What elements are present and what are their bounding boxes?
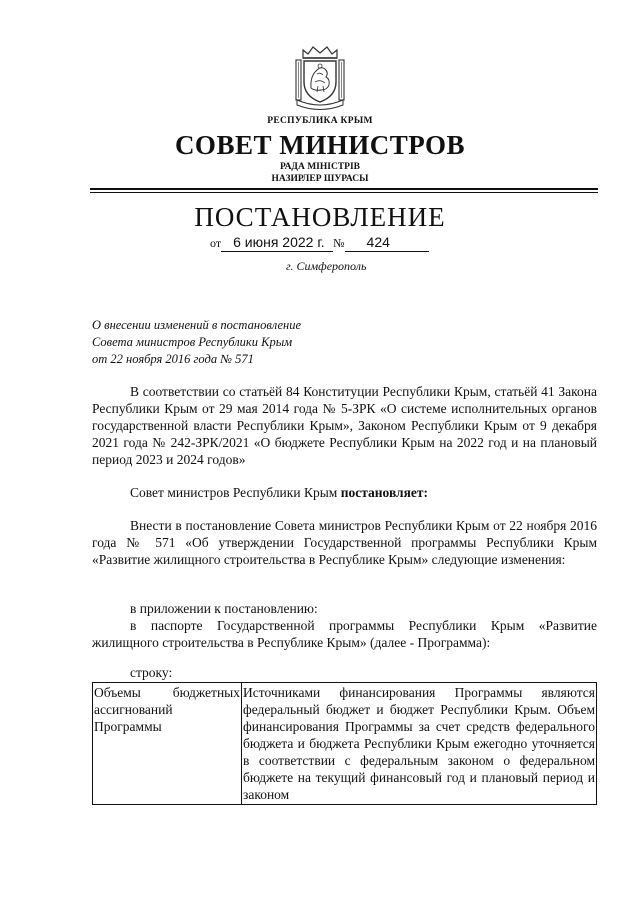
- crimea-coat-of-arms-icon: [293, 44, 347, 110]
- paragraph-amend: Внести в постановление Совета министров Республики Крым от 22 ноября 2016 года № 571 «Об утверждении Государственной программы Республики Крым «Развитие жилищного строительства в Республике Крым» следующие изменения:: [92, 518, 597, 567]
- table-cell-label: [93, 683, 242, 805]
- number-prefix: №: [333, 236, 345, 250]
- resolves-keyword: постановляет:: [340, 485, 429, 500]
- number-value: 424: [366, 234, 390, 250]
- paragraph-annex: в приложении к постановлению:: [130, 601, 318, 616]
- paragraph-resolves: [92, 484, 597, 501]
- subject-line: от 22 ноября 2016 года № 571: [92, 352, 254, 366]
- table-cell-value: [242, 683, 597, 805]
- header-divider-thin: [90, 192, 598, 193]
- budget-label: Объемы бюджетных ассигнований Программы: [94, 685, 240, 734]
- council-title-ua: РАДА МІНІСТРІВ: [279, 162, 360, 172]
- date-prefix: от: [210, 236, 222, 250]
- resolves-text: Совет министров Республики Крым: [130, 485, 341, 500]
- paragraph-legal-basis: В соответствии со статьёй 84 Конституции Республики Крым, статьёй 41 Закона Республики Крым от 29 мая 2014 года № 5-ЗРК «О системе исполнительных органов государственной власти Республики Крым», Законом Республики Крым от 9 декабря 2021 года № 242-ЗРК/2021 «О бюджете Республики Крым на 2022 год и на плановый период 2023 и 2024 годов»: [92, 384, 597, 467]
- paragraph-line: строку:: [130, 665, 173, 680]
- city-label: г. Симферополь: [286, 259, 367, 273]
- table-row: [93, 683, 597, 805]
- document-subject: [92, 317, 301, 368]
- date-value: 6 июня 2022 г.: [233, 234, 325, 250]
- council-title-crh: НАЗИРЛЕР ШУРАСЫ: [271, 174, 369, 184]
- council-title: СОВЕТ МИНИСТРОВ: [174, 130, 466, 160]
- document-type-title: ПОСТАНОВЛЕНИЕ: [194, 202, 446, 232]
- subject-line: О внесении изменений в постановление: [92, 318, 302, 332]
- paragraph-passport: в паспорте Государственной программы Республики Крым «Развитие жилищного строительства в Республике Крым» (далее - Программа):: [92, 618, 597, 650]
- financing-text: Источниками финансирования Программы являются федеральный бюджет и бюджет Республики Крым. Объем финансирования Программы за счет средств федерального бюджета и бюджета Республики Крым ежегодно уточняется в соответствии с федеральным законом о федеральном бюджете на текущий финансовый год и плановый период и законом: [243, 685, 595, 802]
- date-number-line: [210, 234, 429, 252]
- republic-label: РЕСПУБЛИКА КРЫМ: [267, 116, 373, 126]
- subject-line: Совета министров Республики Крым: [92, 335, 293, 349]
- header-divider: [90, 188, 598, 190]
- amendment-table: [92, 682, 597, 805]
